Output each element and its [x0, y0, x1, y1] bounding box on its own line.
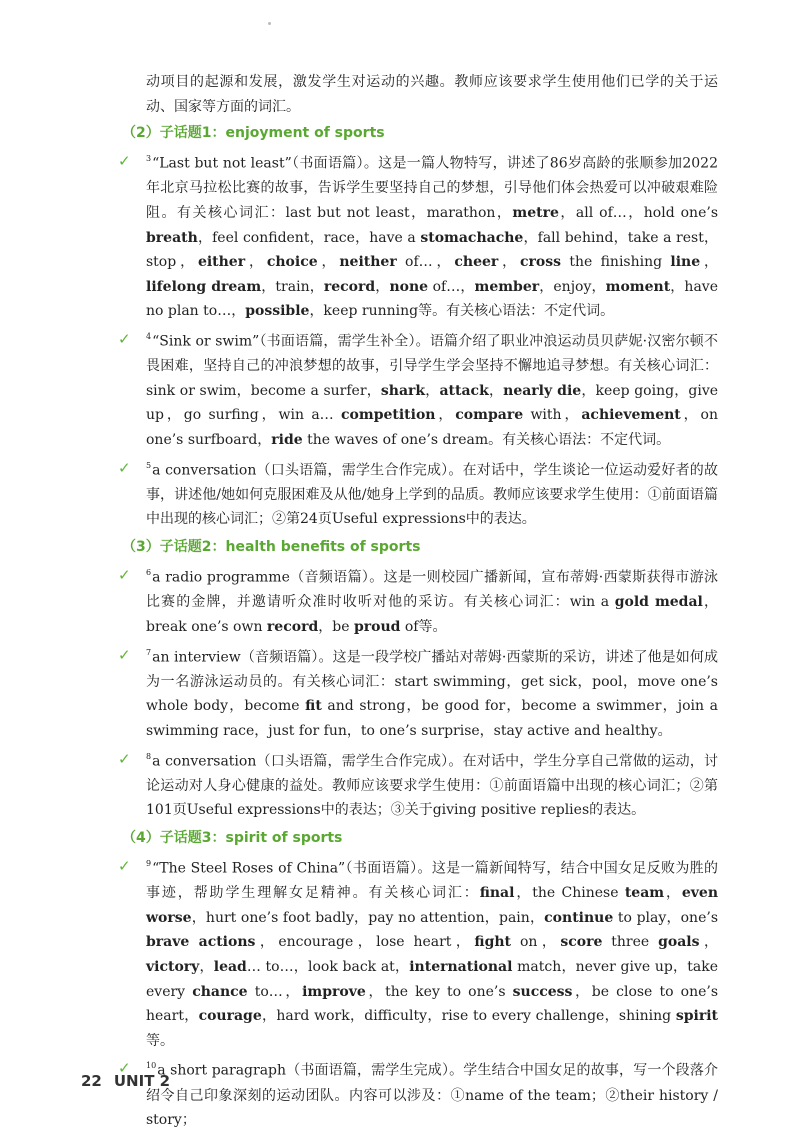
entry-text: ， [199, 959, 214, 975]
key-word: fit [305, 698, 322, 715]
entry-text: ， [498, 254, 521, 271]
entry-text: a short paragraph（书面语篇，需学生完成）。学生结合中国女足的故事，写一个段落介绍令自己印象深刻的运动团队。内容可以涉及：①name of the team；②their history / story； [146, 1063, 718, 1129]
entry-text: ，encourage，lose heart， [255, 934, 475, 951]
key-word: success [512, 983, 573, 1000]
entry-text: to…， [247, 983, 303, 1000]
entry-paragraph [118, 326, 718, 453]
entry-paragraph [118, 746, 718, 823]
key-word: goals [658, 934, 700, 951]
key-word: moment [605, 278, 671, 295]
key-word: neither [339, 254, 397, 271]
key-word: member [474, 278, 540, 295]
section-heading: （4）子话题3：spirit of sports [122, 829, 343, 846]
entry-paragraph [118, 562, 718, 639]
entry-text: ，on one’s surfboard， [146, 407, 718, 449]
key-word: cheer [454, 254, 499, 271]
section-heading: （3）子话题2：health benefits of sports [122, 539, 421, 556]
entry-text: “Last but not least”（书面语篇）。这是一篇人物特写，讲述了86岁高龄的张顺参加2022年北京马拉松比赛的故事，告诉学生要坚持自己的梦想，引导他们体会热爱可以冲破艰难险阻。有关核心词汇：last but not least，marathon， [146, 155, 718, 222]
entry-text: ， [488, 382, 504, 399]
entry-text: of等。 [400, 618, 447, 635]
entry-text: ， [664, 885, 682, 902]
entry-text: “Sink or swim”（书面语篇，需学生补全）。语篇介绍了职业冲浪运动员贝萨妮·汉密尔顿不畏困难，坚持自己的冲浪梦想的故事，引导学生学会坚持不懈地追寻梦想。有关核心词汇：sink or swim，become a surfer， [146, 333, 718, 399]
key-word: attack [439, 382, 489, 399]
entry-text: with， [523, 407, 582, 424]
top-dot [268, 22, 271, 25]
entry-text: the finishing [561, 254, 671, 271]
entry-number: 6 [146, 568, 152, 578]
checkmark-icon: ✓ [118, 330, 131, 348]
entry-text: of…， [428, 278, 475, 295]
key-word: achievement [581, 407, 681, 424]
entry-paragraph [118, 853, 718, 1053]
key-word: fight [474, 934, 512, 951]
entry-text: ，hard work，difficulty，rise to every challenge，shining [261, 1008, 676, 1025]
entry-text: ，have no plan to…， [146, 278, 718, 320]
entry-number: 7 [146, 647, 152, 657]
key-word: lead [213, 959, 247, 975]
entry-text: ，be [318, 618, 354, 635]
key-word: record [323, 278, 376, 295]
key-word: international [409, 959, 513, 975]
entry-text: ，keep running等。有关核心语法：不定代词。 [309, 303, 615, 320]
entry-text: ， [317, 254, 340, 271]
checkmark-icon: ✓ [118, 1059, 131, 1078]
entry-text: ，hurt one’s foot badly，pay no attention，pain， [191, 909, 545, 926]
key-word: even worse [146, 885, 719, 926]
entry-text: on， [511, 934, 561, 951]
key-word: score [560, 934, 603, 951]
key-word: either [197, 254, 246, 271]
entry-text: ，the key to one’s [365, 983, 513, 1000]
entry-text: of…， [396, 254, 455, 271]
key-word: chance [192, 983, 248, 1000]
entry-paragraph [118, 455, 718, 532]
key-word: nearly die [503, 382, 582, 399]
entry-text: the waves of one’s dream。有关核心语法：不定代词。 [302, 432, 671, 449]
checkmark-icon: ✓ [118, 749, 131, 768]
entry-text: three [602, 934, 659, 951]
entry-text: ， [435, 407, 456, 424]
entry-text: and strong，be good for，become a swimmer，join a swimming race，just for fun，to one’s surprise，stay active and healthy。 [146, 698, 718, 739]
entry-paragraph [118, 148, 718, 324]
page-number: 22 [81, 1072, 102, 1090]
entry-text: ，be close to one’s heart， [146, 983, 718, 1025]
key-word: victory [146, 959, 200, 975]
entry-text: ，the Chinese [514, 885, 625, 902]
key-word: record [266, 618, 319, 635]
entry-number: 4 [146, 332, 152, 341]
unit-label: UNIT 2 [113, 1072, 171, 1090]
section-heading: （2）子话题1：enjoyment of sports [122, 125, 385, 142]
entry-text: ，fall behind，take a rest，stop， [146, 229, 718, 271]
entry-number: 10 [146, 1061, 157, 1071]
entry-text: ， [699, 934, 718, 951]
page-footer [81, 1072, 170, 1090]
entry-text: … to…，look back at， [246, 959, 410, 975]
checkmark-icon: ✓ [118, 152, 131, 171]
entry-text: an interview（音频语篇）。这是一段学校广播站对蒂姆·西蒙斯的采访，讲述了他是如何成为一名游泳运动员的。有关核心词汇：start swimming，get sick，pool，move one’s whole body，become [146, 649, 718, 715]
key-word: shark [380, 382, 426, 399]
entry-number: 3 [146, 154, 152, 164]
entry-text: ，feel confident，race，have a [197, 229, 421, 246]
entry-text: ， [700, 254, 719, 271]
key-word: compare [455, 407, 524, 424]
key-word: team [624, 885, 665, 902]
checkmark-icon: ✓ [118, 856, 131, 875]
entry-text: ，enjoy， [539, 278, 606, 295]
key-word: proud [353, 618, 401, 635]
checkmark-icon: ✓ [118, 566, 131, 585]
entry-text: a conversation（口头语篇，需学生合作完成）。在对话中，学生分享自己常做的运动，讨论运动对人身心健康的益处。教师应该要求学生使用：①前面语篇中出现的核心词汇；②第101页Useful expressions中的表达；③关于giving positive replies的表达。 [146, 753, 718, 819]
entry-paragraph [118, 1055, 718, 1132]
entry-text: ， [425, 382, 440, 399]
entry-text: ，all of…，hold one’s [558, 205, 718, 222]
entry-text: ， [375, 278, 390, 295]
entry-text: ，train， [261, 278, 324, 295]
key-word: metre [512, 205, 559, 222]
entry-text: a radio programme（音频语篇）。这是一则校园广播新闻，宣布蒂姆·西蒙斯获得市游泳比赛的金牌，并邀请听众准时收听对他的采访。有关核心词汇：win a [146, 569, 718, 611]
entry-text: ，keep going，give up，go surfing，win a… [146, 382, 719, 424]
key-word: competition [341, 407, 436, 424]
entry-text: to play，one’s [613, 909, 718, 926]
key-word: courage [198, 1008, 262, 1025]
checkmark-icon: ✓ [118, 458, 131, 477]
entry-number: 9 [146, 858, 152, 868]
key-word: cross [520, 254, 562, 271]
entry-paragraph [118, 642, 718, 744]
content [118, 70, 718, 1135]
key-word: spirit [675, 1008, 718, 1025]
entry-text: match，never give up，take every [146, 959, 718, 1000]
entry-text: ，break one’s own [146, 594, 718, 635]
key-word: final [479, 885, 515, 902]
key-word: lifelong dream [146, 278, 262, 295]
key-word: stomachache [420, 229, 524, 246]
key-word: breath [146, 229, 198, 246]
key-word: gold medal [614, 594, 703, 611]
entry-number: 5 [146, 460, 152, 470]
key-word: none [389, 278, 429, 295]
key-word: possible [245, 303, 310, 320]
intro-paragraph: 动项目的起源和发展，激发学生对运动的兴趣。教师应该要求学生使用他们已学的关于运动、国家等方面的词汇。 [146, 74, 718, 115]
checkmark-icon: ✓ [118, 645, 131, 664]
key-word: choice [266, 254, 318, 271]
key-word: ride [271, 432, 303, 449]
key-word: brave actions [146, 934, 256, 951]
key-word: line [670, 254, 701, 271]
entry-text: “The Steel Roses of China”（书面语篇）。这是一篇新闻特写，结合中国女足反败为胜的事迹，帮助学生理解女足精神。有关核心词汇： [146, 860, 718, 902]
entry-number: 8 [146, 751, 152, 761]
key-word: improve [302, 983, 366, 1000]
entry-text: 等。 [146, 1032, 174, 1049]
entry-text: ， [245, 254, 267, 271]
entry-text: a conversation（口头语篇，需学生合作完成）。在对话中，学生谈论一位运动爱好者的故事，讲述他/她如何克服困难及从他/她身上学到的品质。教师应该要求学生使用：①前面语篇中出现的核心词汇；②第24页Useful expressions中的表达。 [146, 462, 718, 528]
key-word: continue [544, 909, 614, 926]
